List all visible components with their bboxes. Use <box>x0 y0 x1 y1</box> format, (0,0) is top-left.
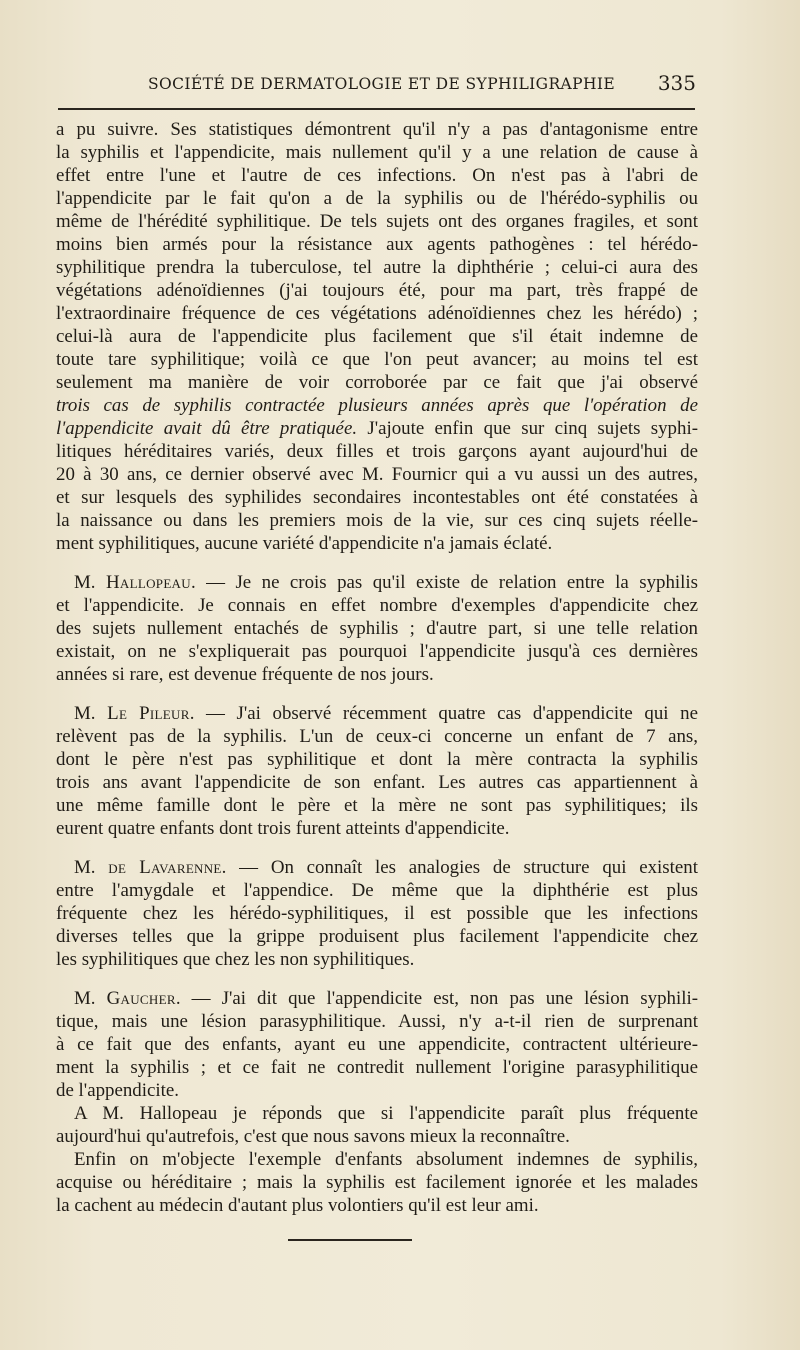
text-line: fréquente chez les hérédo-syphilitiques, il est possible que les infections <box>56 903 698 924</box>
text-line: une même famille dont le père et la mère ne sont pas syphilitiques; ils <box>56 795 698 816</box>
text-line: existait, on ne s'expliquerait pas pourquoi l'appendicite jusqu'à ces dernières <box>56 641 698 662</box>
text-line: celui-là aura de l'appendicite plus facilement que s'il était indemne de <box>56 326 698 347</box>
running-title: SOCIÉTÉ DE DERMATOLOGIE ET DE SYPHILIGRAPHIE <box>148 75 616 93</box>
text-line: années si rare, est devenue fréquente de nos jours. <box>56 664 434 685</box>
paragraph-gap <box>56 555 698 571</box>
paragraph-gap <box>56 686 698 702</box>
text-fragment: . — Je ne crois pas qu'il existe de relation entre la syphilis <box>190 572 698 593</box>
text-line: même de l'hérédité syphilitique. De tels sujets ont des organes fragiles, et sont <box>56 211 698 232</box>
text-line: entre l'amygdale et l'appendice. De même que la diphthérie est plus <box>56 880 698 901</box>
speaker-name: Hallopeau <box>105 572 191 593</box>
text-line: la naissance ou dans les premiers mois de la vie, sur ces cinq sujets réelle- <box>56 510 698 531</box>
body-text <box>56 118 698 1217</box>
text-line <box>56 417 698 440</box>
text-line <box>56 571 698 594</box>
text-line: trois ans avant l'appendicite de son enfant. Les autres cas appartiennent à <box>56 772 698 793</box>
text-line: diverses telles que la grippe produisent plus facilement l'appendicite chez <box>56 926 698 947</box>
text-line: tique, mais une lésion parasyphilitique. Aussi, n'y a-t-il rien de surprenant <box>56 1011 698 1032</box>
text-line <box>56 394 698 417</box>
italic-text: trois cas de syphilis contractée plusieurs années après que l'opération de <box>56 395 698 416</box>
text-line: ment syphilitiques, aucune variété d'appendicite n'a jamais éclaté. <box>56 533 553 554</box>
text-line: aujourd'hui qu'autrefois, c'est que nous savons mieux la reconnaître. <box>56 1126 570 1147</box>
text-line: eurent quatre enfants dont trois furent atteints d'appendicite. <box>56 818 510 839</box>
text-line: l'extraordinaire fréquence de ces végétations adénoïdiennes chez les hérédo) ; <box>56 303 698 324</box>
text-line: Enfin on m'objecte l'exemple d'enfants absolument indemnes de syphilis, <box>74 1149 698 1170</box>
text-line: relèvent pas de la syphilis. L'un de ceux-ci concerne un enfant de 7 ans, <box>56 726 698 747</box>
page-header <box>56 71 696 101</box>
text-line <box>56 856 698 879</box>
text-fragment: . — J'ai dit que l'appendicite est, non pas une lésion syphili- <box>175 988 698 1009</box>
text-line: la cachent au médecin d'autant plus volontiers qu'il est leur ami. <box>56 1195 539 1216</box>
text-line: syphilitique prendra la tuberculose, tel autre la diphthérie ; celui-ci aura des <box>56 257 698 278</box>
speaker-name: Le Pileur <box>107 703 190 724</box>
text-line: moins bien armés pour la résistance aux agents pathogènes : tel hérédo- <box>56 234 698 255</box>
paragraph-gap <box>56 971 698 987</box>
closing-rule <box>288 1239 412 1241</box>
text-line: des sujets nullement entachés de syphilis ; d'autre part, si une telle relation <box>56 618 698 639</box>
text-line: A M. Hallopeau je réponds que si l'appendicite paraît plus fréquente <box>74 1103 698 1124</box>
speaker-prefix: M. <box>74 988 107 1009</box>
italic-text: l'appendicite avait dû être pratiquée. <box>56 418 358 439</box>
speaker-name: de Lavarenne <box>108 857 222 878</box>
text-line: litiques héréditaires variés, deux filles et trois garçons ayant aujourd'hui de <box>56 441 698 462</box>
page-number: 335 <box>657 71 696 95</box>
text-fragment: . — J'ai observé récemment quatre cas d'appendicite qui ne <box>189 703 698 724</box>
text-line: l'appendicite par le fait qu'on a de la syphilis ou de l'hérédo-syphilis ou <box>56 188 698 209</box>
speaker-prefix: M. <box>74 572 106 593</box>
text-line: toute tare syphilitique; voilà ce que l'on peut avancer; au moins tel est <box>56 349 698 370</box>
text-line: dont le père n'est pas syphilitique et dont la mère contracta la syphilis <box>56 749 698 770</box>
text-fragment: J'ajoute enfin que sur cinq sujets syphi- <box>357 418 698 439</box>
text-line: et l'appendicite. Je connais en effet nombre d'exemples d'appendicite chez <box>56 595 698 616</box>
text-line <box>56 702 698 725</box>
paragraph-gap <box>56 840 698 856</box>
text-line: et sur lesquels des syphilides secondaires incontestables ont été constatées à <box>56 487 698 508</box>
text-line: la syphilis et l'appendicite, mais nullement qu'il y a une relation de cause à <box>56 142 698 163</box>
text-line: à ce fait que des enfants, ayant eu une appendicite, contractent ultérieure- <box>56 1034 698 1055</box>
text-line: effet entre l'une et l'autre de ces infections. On n'est pas à l'abri de <box>56 165 698 186</box>
text-line: de l'appendicite. <box>56 1080 179 1101</box>
header-rule <box>58 108 695 110</box>
text-line: a pu suivre. Ses statistiques démontrent qu'il n'y a pas d'antagonisme entre <box>56 119 698 140</box>
text-line <box>56 987 698 1010</box>
text-fragment: . — On connaît les analogies de structure qui existent <box>221 857 698 878</box>
speaker-name: Gaucher <box>106 988 176 1009</box>
text-line: acquise ou héréditaire ; mais la syphilis est facilement ignorée et les malades <box>56 1172 698 1193</box>
text-line: ment la syphilis ; et ce fait ne contredit nullement l'origine parasyphilitique <box>56 1057 698 1078</box>
speaker-prefix: M. <box>74 703 108 724</box>
text-line: les syphilitiques que chez les non syphilitiques. <box>56 949 415 970</box>
text-line: végétations adénoïdiennes (j'ai toujours été, pour ma part, très frappé de <box>56 280 698 301</box>
text-line: seulement ma manière de voir corroborée par ce fait que j'ai observé <box>56 372 698 393</box>
speaker-prefix: M. <box>74 857 109 878</box>
text-line: 20 à 30 ans, ce dernier observé avec M. Fournicr qui a vu aussi un des autres, <box>56 464 698 485</box>
